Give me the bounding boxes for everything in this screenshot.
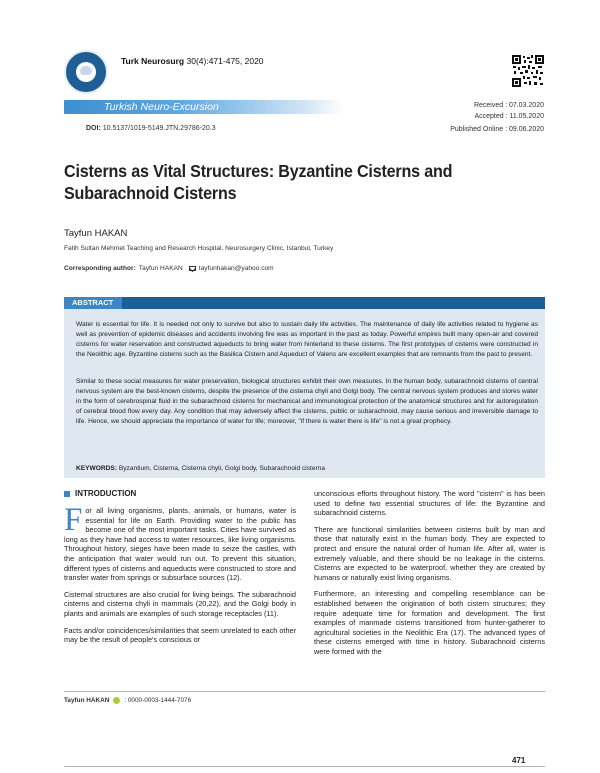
introduction-title: INTRODUCTION: [75, 489, 137, 498]
right-column: [314, 489, 545, 664]
body-paragraph: There are functional similarities between cisterns built by man and those that naturally exist in the human body. They are expected to protect and ensure the natural order of human life. After all, water is extremely valuable, and there should be no leakage in the cisterns. Cisterns are expected to be waterproof, whether they are created by humans or naturally exist living organisms.: [314, 524, 545, 582]
journal-volume: 30(4):471-475, 2020: [184, 56, 264, 66]
corr-label: Corresponding author:: [64, 265, 136, 272]
accepted-date: Accepted : 11.05.2020: [474, 112, 544, 120]
footer-divider: [64, 691, 545, 692]
doi-label: DOI:: [86, 125, 101, 132]
page-number: 471: [512, 756, 526, 765]
section-banner: [64, 100, 344, 114]
page-bottom-rule: [64, 766, 545, 767]
abstract-header-bar: [64, 297, 545, 309]
journal-name: Turk Neurosurg: [121, 56, 185, 66]
abstract-tab: [64, 297, 122, 309]
corr-name: Tayfun HAKAN: [138, 265, 183, 272]
doi-value: 10.5137/1019-5149.JTN.29786-20.3: [100, 125, 216, 132]
body-paragraph: unconscious efforts throughout history. The word "cistern" is has been used to define two essential structures of life: the Byzantine and subarachnoid cisterns.: [314, 489, 545, 518]
orcid-author: Tayfun HAKAN: [64, 697, 110, 704]
corr-email[interactable]: tayfunhakan@yahoo.com: [198, 265, 274, 272]
corresponding-author: [64, 265, 274, 272]
brain-icon: [80, 66, 92, 75]
body-paragraph: [64, 502, 296, 583]
journal-logo: [64, 50, 108, 94]
orcid-id: : 0000-0003-1444-7076: [124, 697, 192, 704]
qr-code-icon: [512, 55, 544, 87]
email-icon: [189, 266, 196, 271]
affiliation: Fatih Sultan Mehmet Teaching and Research Hospital, Neurosurgery Clinic, Istanbul, Turkey: [64, 245, 334, 252]
body-paragraph: Cisternal structures are also crucial for living beings. The subarachnoid cisterns and cisterna chyli in mammals (20,22), and the Golgi body in plants and animals are examples of such storage receptacles (11).: [64, 589, 296, 618]
drop-cap: F: [64, 502, 83, 538]
left-column: [64, 502, 296, 652]
doi: [86, 125, 216, 132]
abstract-paragraph-2: Similar to these social measures for water preservation, biological structures exhibit their own measures. In the human body, subarachnoid cisterns of central nervous system are the best-known cisterns, despite the presence of the cisterna chyli and Golgi body. The central nervous system produces and stores water in the form of cerebrospinal fluid in the subarachnoid cisterns for mechanical and immunological protection of the anatomical structures and for autoregulation of cerebral blood flow every day. Any condition that may adversely affect the cisterns, public or subarachnoid, may cause serious and irreversible damage to life. Hence, we should appreciate the importance of water for life; moreover, "if there is water there is life" is not a great prophecy.: [76, 378, 538, 425]
paragraph-text: or all living organisms, plants, animals, or humans, water is essential for life on Earth. Providing water to the public has become one of the most important tasks. Cities have survived as long as they have had access to water resources, like living organisms. Throughout history, sieges have been made to seize the castles, with the anticipation that water would run out. To prevent this situation, different types of cisterns and aqueducts were constructed to store and transfer water from springs or subsurface sources (12).: [64, 506, 296, 583]
orcid-line: [64, 697, 191, 704]
keywords: [76, 465, 325, 472]
keywords-list: Byzantium, Cisterna, Cisterna chyli, Golgi body, Subarachnoid cisterna: [117, 465, 326, 472]
abstract-paragraph-1: Water is essential for life. It is needed not only to survive but also to sustain daily life activities. The maintenance of daily life activities related to hygiene as well as prevention of epidemic diseases and accidents involving fire was as important in the past as today. Powerful empires built many open-air and covered cisterns for water reservation and constructed aqueducts to bring water from hinterland to these cisterns. The first prototypes of cisterns were constructed in the Neolithic age. Byzantine cisterns such as the Basilica Cistern and Aqueduct of Valens are excellent examples that are remnants from the past to present.: [76, 321, 538, 358]
body-paragraph: Facts and/or coincidences/similarities that seem unrelated to each other may be the result of people's conscious or: [64, 625, 296, 645]
square-bullet-icon: [64, 491, 70, 497]
article-dates: [474, 101, 544, 122]
section-label: Turkish Neuro-Excursion: [104, 101, 219, 113]
body-paragraph: Furthermore, an interesting and compelling resemblance can be established between the origination of both cistern structures; they require adequate time for formation and development. The first examples of manmade cisterns transitioned from hunter-gatherer to agricultural societies in the Neolithic Era (17). The advanced types of these cisterns emerged with time in history. Subarachnoid cisterns were formed with the: [314, 589, 545, 656]
abstract-heading: ABSTRACT: [72, 298, 114, 307]
introduction-heading: [64, 489, 136, 498]
orcid-icon: [113, 697, 120, 704]
received-date: Received : 07.03.2020: [473, 102, 544, 109]
journal-citation: [121, 56, 264, 66]
keywords-label: KEYWORDS:: [76, 465, 118, 472]
article-title: Cisterns as Vital Structures: Byzantine Cisterns and Subarachnoid Cisterns: [64, 161, 453, 203]
author-name: Tayfun HAKAN: [64, 228, 128, 239]
published-date: Published Online : 09.06.2020: [450, 126, 544, 133]
